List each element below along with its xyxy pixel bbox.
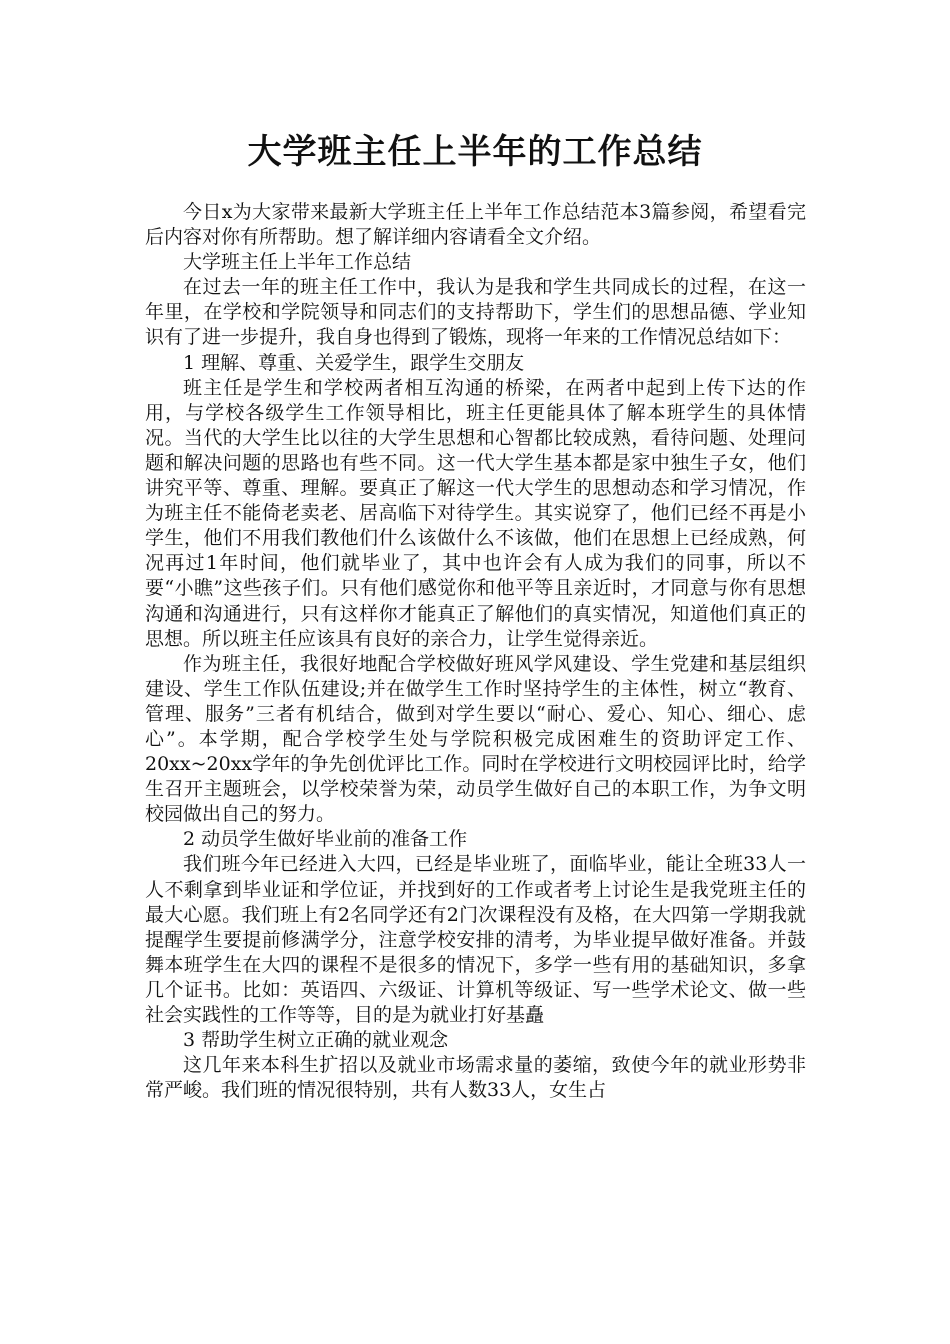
subtitle-paragraph: 大学班主任上半年工作总结 bbox=[183, 251, 412, 274]
body-paragraph: 我们班今年已经进入大四，已经是毕业班了，面临毕业，能让全班33人一人不剩拿到毕业证和学位证，并找到好的工作或者考上讨论生是我党班主任的最大心愿。我们班上有2名同学还有2门次课程没有及格，在大四第一学期我就提醒学生要提前修满学分，注意学校安排的清考，为毕业提早做好准备。并鼓舞本班学生在大四的课程不是很多的情况下，多学一些有用的基础知识，多拿几个证书。比如：英语四、六级证、计算机等级证、写一些学术论文、做一些社会实践性的工作等等，目的是为就业打好基矗 bbox=[145, 853, 806, 1026]
section-heading-3: 3 帮助学生树立正确的就业观念 bbox=[183, 1029, 449, 1052]
body-paragraph: 作为班主任，我很好地配合学校做好班风学风建设、学生党建和基层组织建设、学生工作队伍建设;并在做学生工作时坚持学生的主体性，树立“教育、管理、服务”三者有机结合，做到对学生要以“耐心、爱心、知心、细心、虑心”。本学期，配合学校学生处与学院积极完成困难生的资助评定工作、20xx~20xx学年的争先创优评比工作。同时在学校进行文明校园评比时，给学生召开主题班会，以学校荣誉为荣，动员学生做好自己的本职工作，为争文明校园做出自己的努力。 bbox=[145, 652, 806, 826]
section-heading-1: 1 理解、尊重、关爱学生，跟学生交朋友 bbox=[183, 351, 525, 374]
document-title: 大学班主任上半年的工作总结 bbox=[247, 132, 703, 172]
document-body bbox=[145, 200, 806, 1103]
body-paragraph: 班主任是学生和学校两者相互沟通的桥梁，在两者中起到上传下达的作用，与学校各级学生工作领导相比，班主任更能具体了解本班学生的具体情况。当代的大学生比以往的大学生思想和心智都比较成熟，看待问题、处理问题和解决问题的思路也有些不同。这一代大学生基本都是家中独生子女，他们讲究平等、尊重、理解。要真正了解这一代大学生的思想动态和学习情况，作为班主任不能倚老卖老、居高临下对待学生。其实说穿了，他们已经不再是小学生，他们不用我们教他们什么该做什么不该做，他们在思想上已经成熟，何况再过1年时间，他们就毕业了，其中也许会有人成为我们的同事，所以不要“小瞧”这些孩子们。只有他们感觉你和他平等且亲近时，才同意与你有思想沟通和沟通进行，只有这样你才能真正了解他们的真实情况，知道他们真正的思想。所以班主任应该具有良好的亲合力，让学生觉得亲近。 bbox=[145, 376, 806, 650]
section-heading-2: 2 动员学生做好毕业前的准备工作 bbox=[183, 828, 468, 851]
body-paragraph: 这几年来本科生扩招以及就业市场需求量的萎缩，致使今年的就业形势非常严峻。我们班的情况很特别，共有人数33人，女生占 bbox=[145, 1054, 806, 1102]
body-paragraph: 在过去一年的班主任工作中，我认为是我和学生共同成长的过程，在这一年里，在学校和学院领导和同志们的支持帮助下，学生们的思想品德、学业知识有了进一步提升，我自身也得到了锻炼，现将一年来的工作情况总结如下： bbox=[145, 276, 806, 349]
intro-paragraph: 今日x为大家带来最新大学班主任上半年工作总结范本3篇参阅，希望看完后内容对你有所帮助。想了解详细内容请看全文介绍。 bbox=[145, 201, 806, 249]
